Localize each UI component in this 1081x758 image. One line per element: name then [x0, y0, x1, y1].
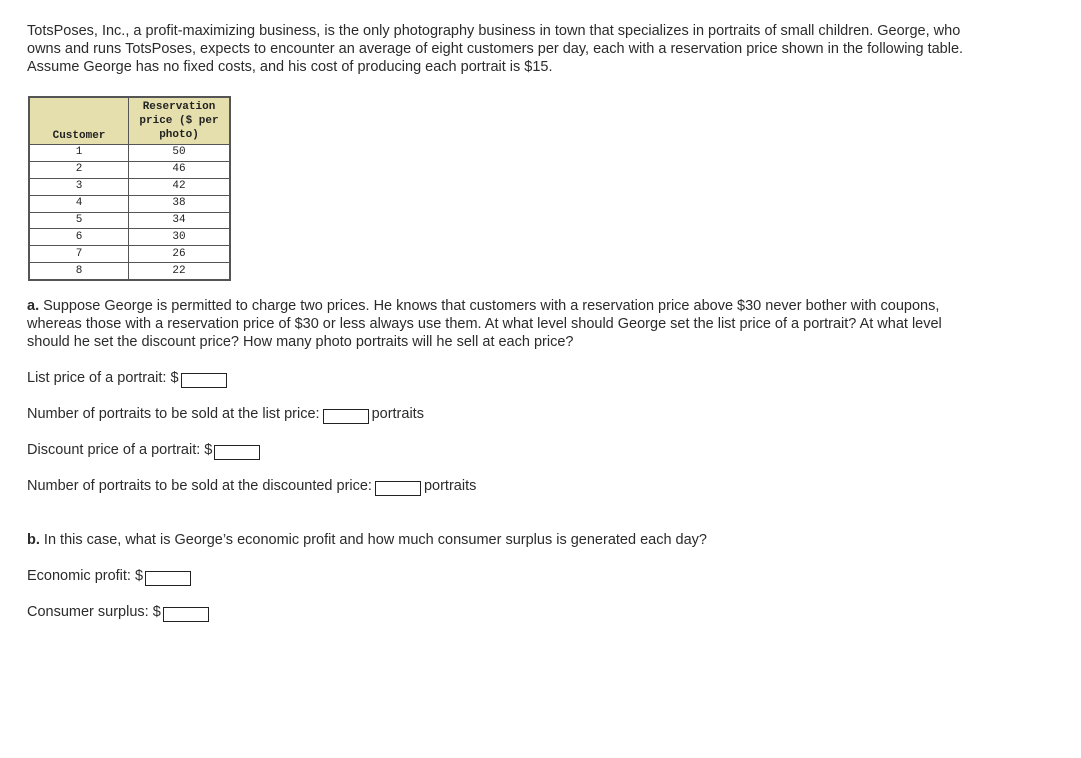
- cell-reservation-price: 22: [129, 263, 231, 280]
- header-reservation-price: Reservation price ($ per photo): [129, 97, 231, 145]
- discount-price-input[interactable]: [214, 445, 260, 460]
- part-a-letter: a.: [27, 298, 40, 314]
- header-customer: Customer: [29, 97, 129, 145]
- table-row: [29, 246, 230, 263]
- list-qty-unit: portraits: [371, 406, 424, 422]
- problem-intro: TotsPoses, Inc., a profit-maximizing business, is the only photography business in town that specializes in portraits of small children. George, who owns and runs TotsPoses, expects to encounter an average of eight customers per day, each with a reservation price shown in the following table. Assume George has no fixed costs, and his cost of producing each portrait is $15.: [27, 23, 964, 75]
- profit-label: Economic profit: $: [27, 568, 144, 584]
- discount-qty-row: [27, 477, 476, 495]
- surplus-row: [27, 603, 212, 621]
- part-b-letter: b.: [27, 532, 40, 548]
- list-qty-label: Number of portraits to be sold at the list price:: [27, 406, 320, 422]
- part-a-text: Suppose George is permitted to charge two prices. He knows that customers with a reservation price above $30 never bother with coupons, whereas those with a reservation price of $30 or less always use them. At what level should George set the list price of a portrait? At what level should he set the discount price? How many photo portraits will he sell at each price?: [27, 298, 942, 350]
- table-row: [29, 145, 230, 162]
- cell-customer: 3: [29, 178, 129, 195]
- list-price-input[interactable]: [181, 373, 227, 388]
- table-row: [29, 161, 230, 178]
- cell-reservation-price: 38: [129, 195, 231, 212]
- reservation-price-table: [28, 96, 231, 281]
- table-row: [29, 229, 230, 246]
- problem-intro-container: [27, 22, 967, 76]
- surplus-label: Consumer surplus: $: [27, 604, 161, 620]
- cell-reservation-price: 26: [129, 246, 231, 263]
- cell-customer: 1: [29, 145, 129, 162]
- part-b-text: In this case, what is George’s economic profit and how much consumer surplus is generated each day?: [43, 532, 707, 548]
- table-body: [29, 145, 230, 281]
- cell-customer: 5: [29, 212, 129, 229]
- discount-qty-input[interactable]: [375, 481, 421, 496]
- profit-row: [27, 567, 194, 585]
- list-price-label: List price of a portrait: $: [27, 370, 179, 386]
- economic-profit-input[interactable]: [145, 571, 191, 586]
- cell-reservation-price: 46: [129, 161, 231, 178]
- table-row: [29, 195, 230, 212]
- discount-price-row: [27, 441, 263, 459]
- list-qty-row: [27, 405, 424, 423]
- table-row: [29, 178, 230, 195]
- table-row: [29, 263, 230, 280]
- cell-customer: 2: [29, 161, 129, 178]
- list-qty-input[interactable]: [323, 409, 369, 424]
- consumer-surplus-input[interactable]: [163, 607, 209, 622]
- cell-reservation-price: 42: [129, 178, 231, 195]
- cell-customer: 4: [29, 195, 129, 212]
- part-b-question: [27, 531, 967, 549]
- cell-reservation-price: 30: [129, 229, 231, 246]
- cell-customer: 6: [29, 229, 129, 246]
- discount-qty-label: Number of portraits to be sold at the discounted price:: [27, 478, 372, 494]
- table-row: [29, 212, 230, 229]
- cell-customer: 8: [29, 263, 129, 280]
- cell-customer: 7: [29, 246, 129, 263]
- cell-reservation-price: 34: [129, 212, 231, 229]
- part-a-question: [27, 297, 967, 351]
- cell-reservation-price: 50: [129, 145, 231, 162]
- discount-price-label: Discount price of a portrait: $: [27, 442, 213, 458]
- table-header-row: [29, 97, 230, 145]
- list-price-row: [27, 369, 230, 387]
- discount-qty-unit: portraits: [423, 478, 477, 494]
